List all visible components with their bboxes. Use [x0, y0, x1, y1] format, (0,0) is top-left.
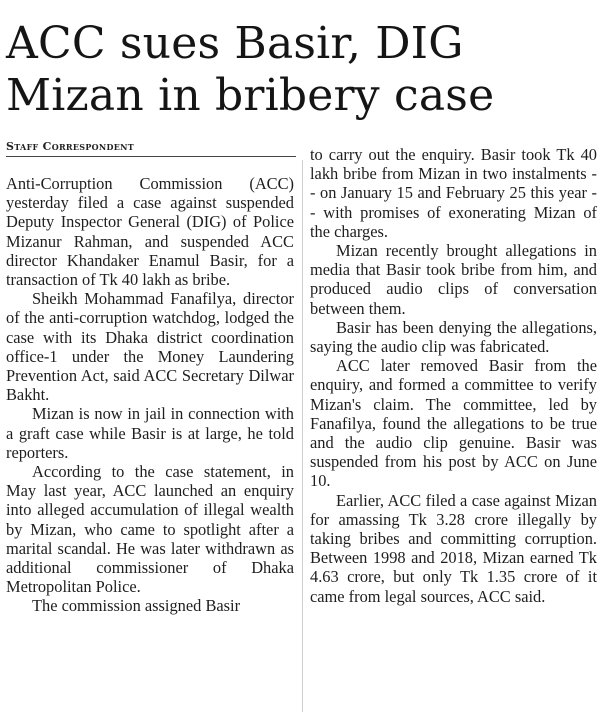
headline: ACC sues Basir, DIG Mizan in bribery case [6, 18, 495, 121]
article-paragraph: Mizan is now in jail in connection with a graft case while Basir is at large, he told reporters. [6, 404, 294, 462]
article-paragraph: The commission assigned Basir [32, 596, 241, 616]
article-paragraph: Mizan recently brought allegations in media that Basir took bribe from him, and produced audio clips of conversation between them. [310, 241, 597, 318]
article-paragraph: Earlier, ACC filed a case against Mizan for amassing Tk 3.28 crore illegally by taking bribes and committing corruption. Between 1998 and 2018, Mizan earned Tk 4.63 crore, but only Tk 1.35 crore of it came from legal sources, ACC said. [310, 490, 597, 606]
article-paragraph: to carry out the enquiry. Basir took Tk 40 lakh bribe from Mizan in two instalments -- on January 15 and February 25 this year -- with promises of exonerating Mizan of the charges. [310, 145, 597, 241]
byline-rule [6, 156, 296, 157]
article-column-left [6, 174, 294, 714]
article-paragraph: Sheikh Mohammad Fanafilya, director of the anti-corruption watchdog, lodged the case with its Dhaka district coordination office-1 under the Money Laundering Prevention Act, said ACC Secretary Dilwar Bakht. [6, 289, 294, 405]
column-divider [302, 160, 303, 712]
article-column-right [310, 145, 597, 715]
article-paragraph: Anti-Corruption Commission (ACC) yesterday filed a case against suspended Deputy Inspector General (DIG) of Police Mizanur Rahman, and suspended ACC director Khandaker Enamul Basir, for a transaction of Tk 40 lakh as bribe. [6, 174, 294, 290]
article-paragraph: Basir has been denying the allegations, saying the audio clip was fabricated. [310, 317, 597, 357]
article-paragraph: ACC later removed Basir from the enquiry, and formed a committee to verify Mizan's claim. The committee, led by Fanafilya, found the allegations to be true and the audio clip genuine. Basir was suspended from his post by ACC on June 10. [310, 356, 597, 491]
byline: Staff Correspondent [6, 140, 135, 153]
article-paragraph: According to the case statement, in May last year, ACC launched an enquiry into alleged accumulation of illegal wealth by Mizan, who came to spotlight after a marital scandal. He was later withdrawn as additional commissioner of Dhaka Metropolitan Police. [6, 462, 294, 597]
